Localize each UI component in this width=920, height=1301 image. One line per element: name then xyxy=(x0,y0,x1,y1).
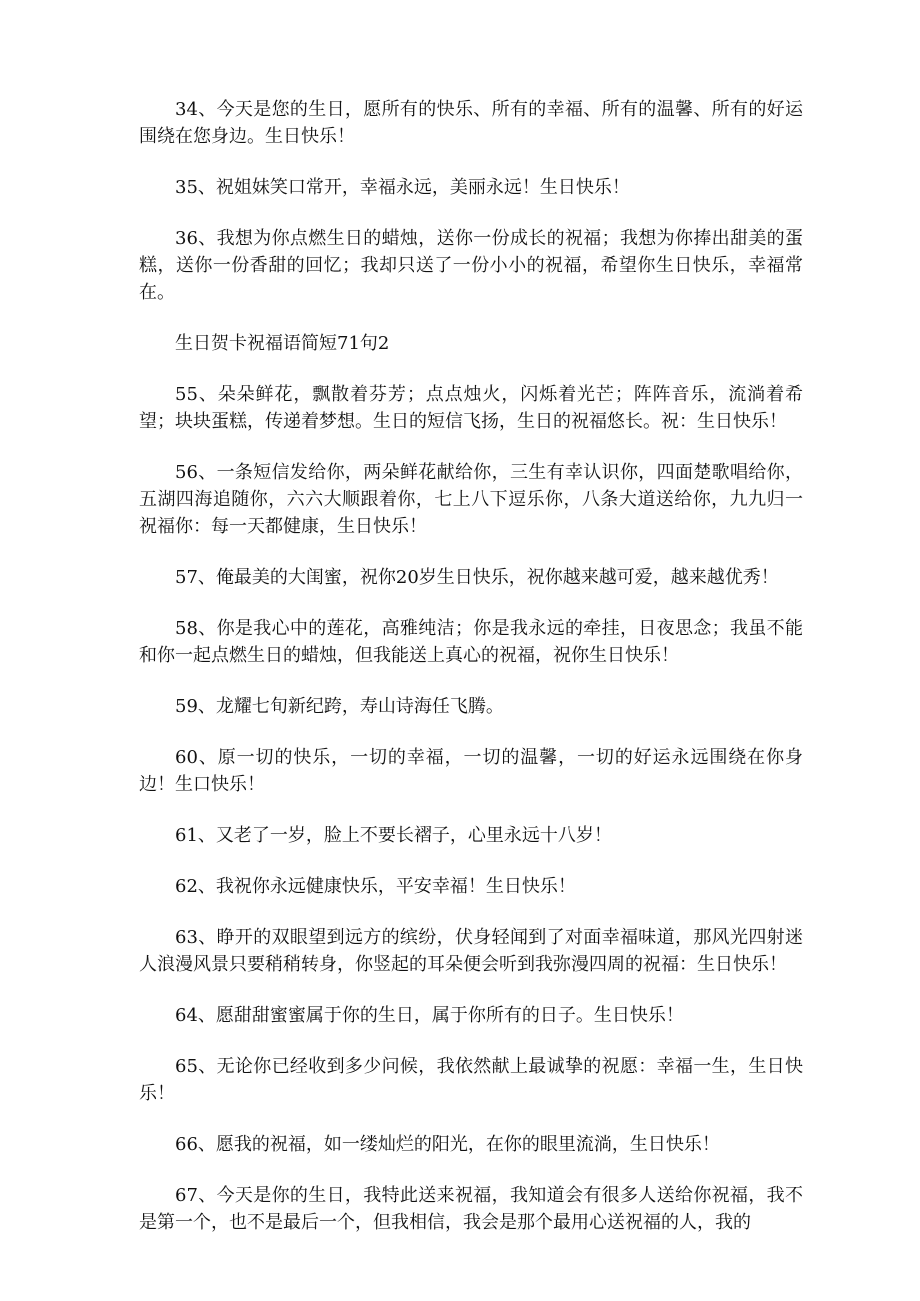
section-heading: 生日贺卡祝福语简短71句2 xyxy=(175,333,390,354)
paragraph-63: 63、睁开的双眼望到远方的缤纷，伏身轻闻到了对面幸福味道，那风光四射迷人浪漫风景只要稍稍转身，你竖起的耳朵便会听到我弥漫四周的祝福：生日快乐！ xyxy=(139,927,803,975)
paragraph-35: 35、祝姐妹笑口常开，幸福永远，美丽永远！生日快乐！ xyxy=(175,177,630,198)
paragraph-58: 58、你是我心中的莲花，高雅纯洁；你是我永远的牵挂，日夜思念；我虽不能和你一起点燃生日的蜡烛，但我能送上真心的祝福，祝你生日快乐！ xyxy=(139,618,803,666)
paragraph-34: 34、今天是您的生日，愿所有的快乐、所有的幸福、所有的温馨、所有的好运围绕在您身边。生日快乐！ xyxy=(139,99,803,147)
paragraph-55: 55、朵朵鲜花，飘散着芬芳；点点烛火，闪烁着光芒；阵阵音乐，流淌着希望；块块蛋糕，传递着梦想。生日的短信飞扬，生日的祝福悠长。祝：生日快乐！ xyxy=(139,384,803,432)
paragraph-66: 66、愿我的祝福，如一缕灿烂的阳光，在你的眼里流淌，生日快乐！ xyxy=(175,1134,720,1155)
paragraph-57: 57、俺最美的大闺蜜，祝你20岁生日快乐，祝你越来越可爱，越来越优秀！ xyxy=(175,567,779,588)
paragraph-62: 62、我祝你永远健康快乐，平安幸福！生日快乐！ xyxy=(175,876,576,897)
document-body xyxy=(139,96,803,1260)
paragraph-36: 36、我想为你点燃生日的蜡烛，送你一份成长的祝福；我想为你捧出甜美的蛋糕，送你一份香甜的回忆；我却只送了一份小小的祝福，希望你生日快乐，幸福常在。 xyxy=(139,228,803,303)
paragraph-60: 60、原一切的快乐，一切的幸福，一切的温馨，一切的好运永远围绕在你身边！生口快乐！ xyxy=(139,747,803,795)
paragraph-59: 59、龙耀七旬新纪跨，寿山诗海任飞腾。 xyxy=(175,696,504,717)
paragraph-64: 64、愿甜甜蜜蜜属于你的生日，属于你所有的日子。生日快乐！ xyxy=(175,1005,684,1026)
paragraph-65: 65、无论你已经收到多少问候，我依然献上最诚挚的祝愿：幸福一生，生日快乐！ xyxy=(139,1056,803,1104)
paragraph-67: 67、今天是你的生日，我特此送来祝福，我知道会有很多人送给你祝福，我不是第一个，也不是最后一个，但我相信，我会是那个最用心送祝福的人，我的 xyxy=(139,1185,803,1233)
paragraph-56: 56、一条短信发给你，两朵鲜花献给你，三生有幸认识你，四面楚歌唱给你，五湖四海追随你，六六大顺跟着你，七上八下逗乐你，八条大道送给你，九九归一祝福你：每一天都健康，生日快乐！ xyxy=(139,462,803,537)
paragraph-61: 61、又老了一岁，脸上不要长褶子，心里永远十八岁！ xyxy=(175,825,612,846)
